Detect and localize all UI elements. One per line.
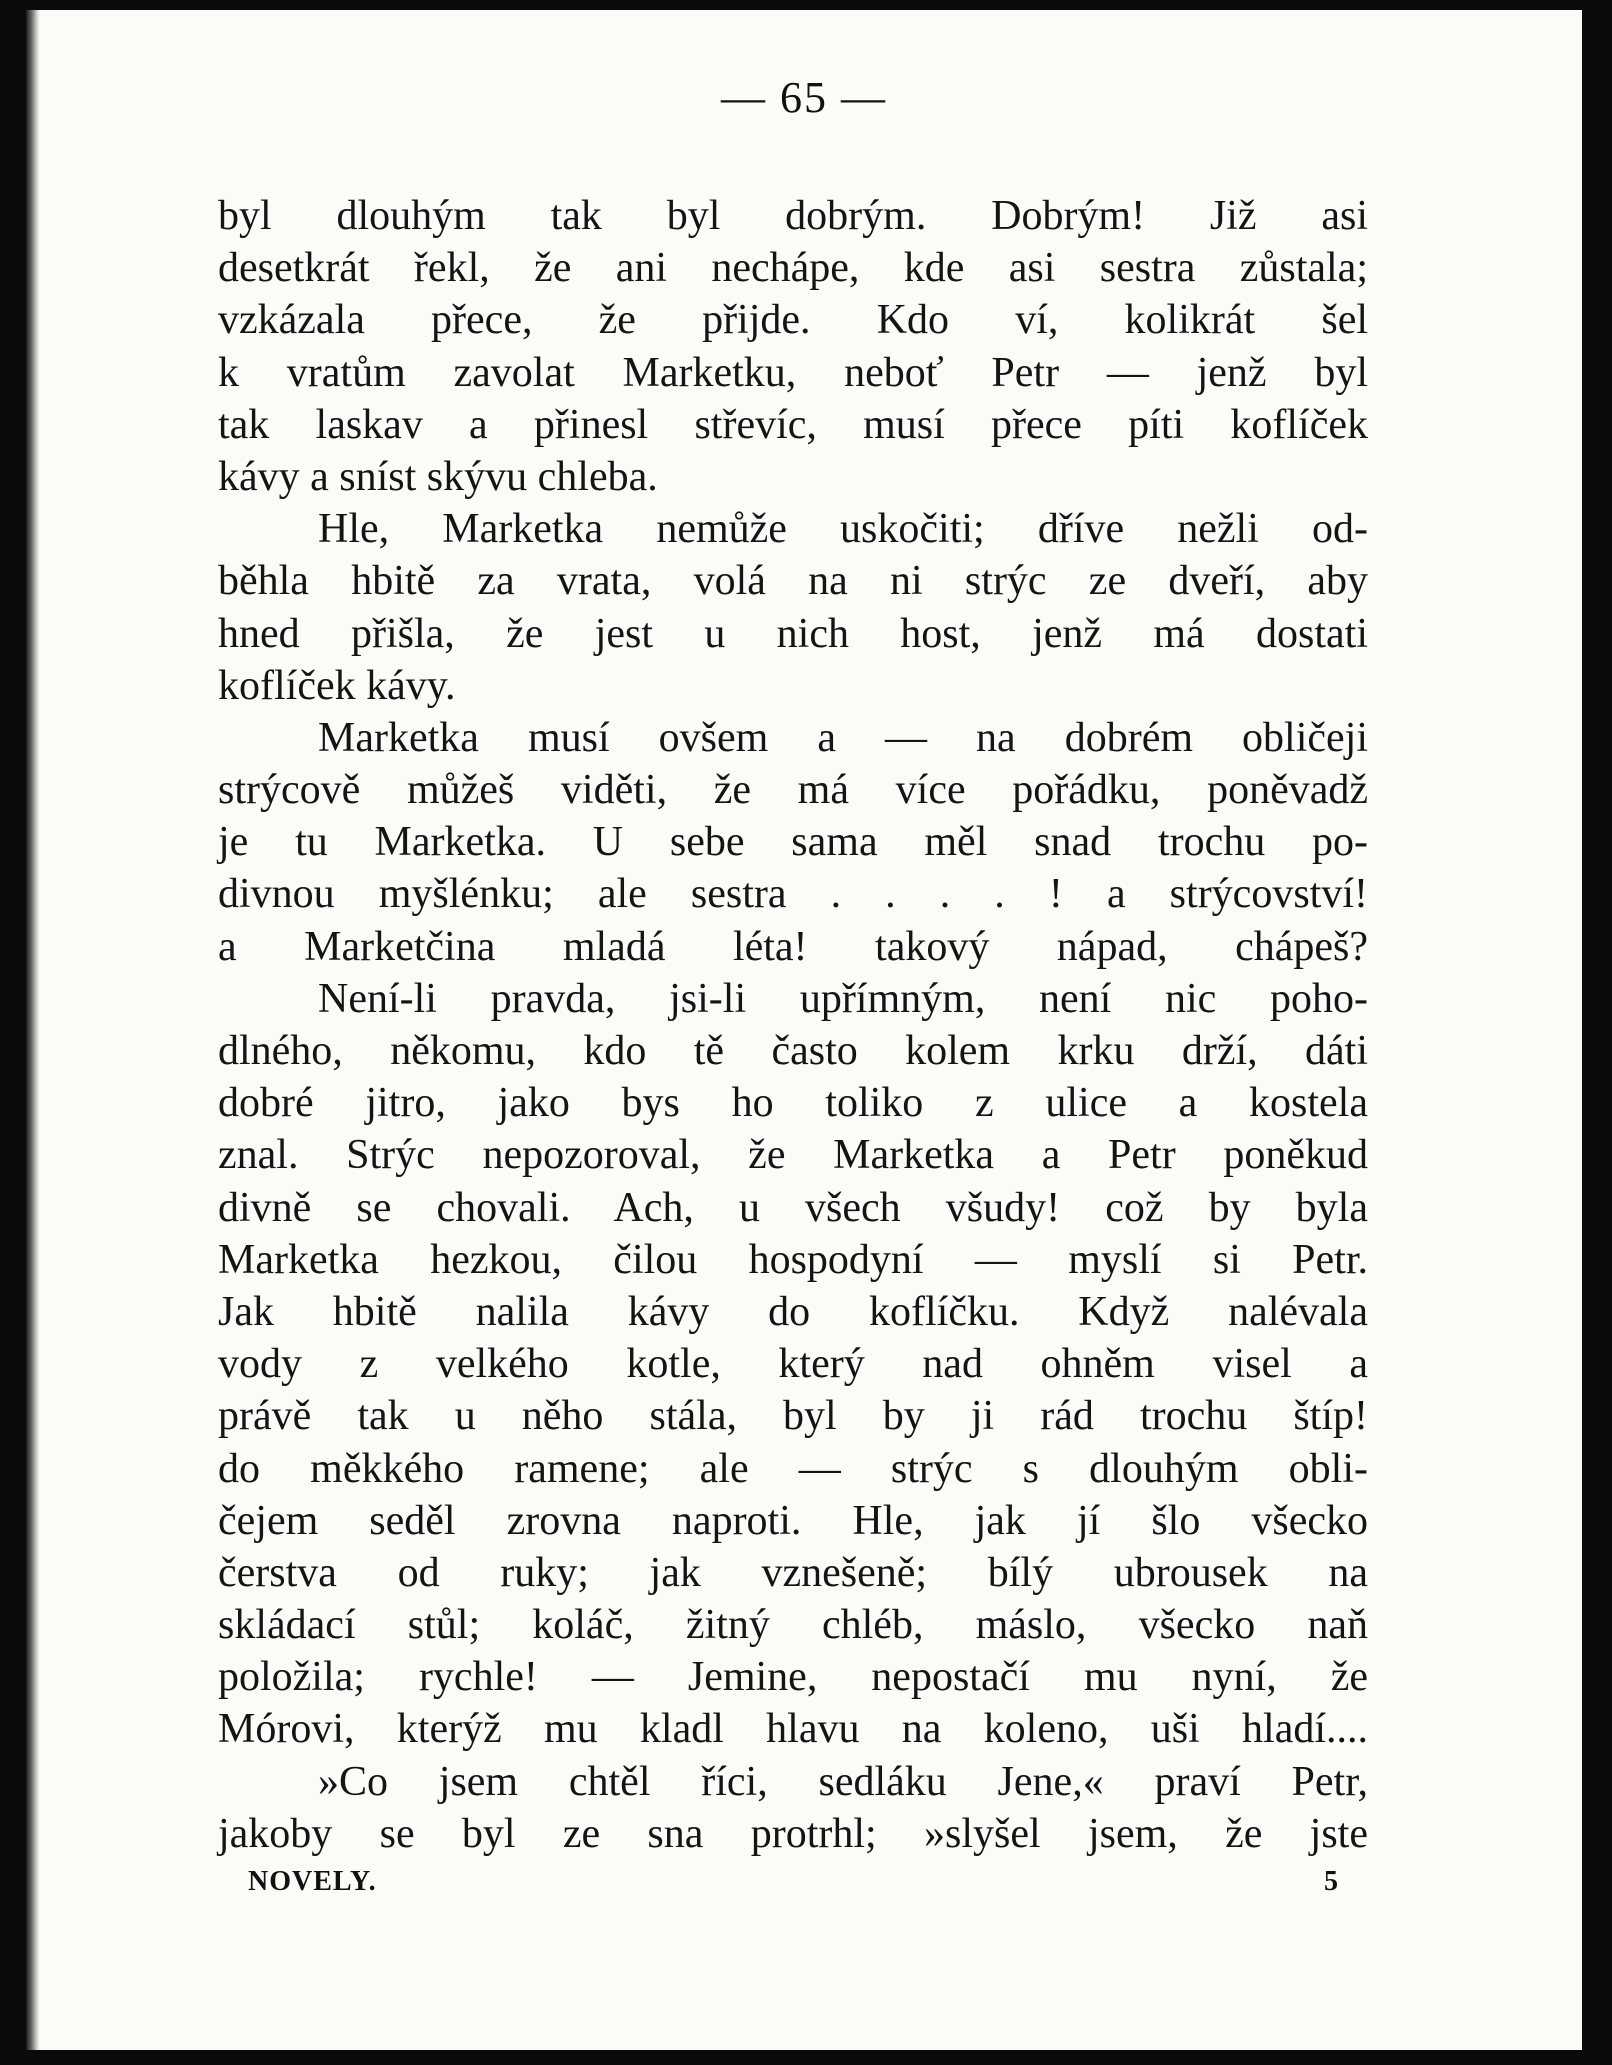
page-binding-shadow xyxy=(26,10,40,2050)
text-line: běhla hbitě za vrata, volá na ni strýc ze dveří, aby xyxy=(218,558,1368,605)
text-line: koflíček kávy. xyxy=(218,662,456,709)
text-line: je tu Marketka. U sebe sama měl snad trochu po- xyxy=(218,819,1368,866)
book-page xyxy=(26,10,1582,2050)
text-line: vzkázala přece, že přijde. Kdo ví, kolikrát šel xyxy=(218,297,1368,344)
text-line: do měkkého ramene; ale — strýc s dlouhým obli- xyxy=(218,1445,1368,1492)
text-line: skládací stůl; koláč, žitný chléb, máslo, všecko naň xyxy=(218,1602,1368,1649)
text-line: dlného, někomu, kdo tě často kolem krku drží, dáti xyxy=(218,1028,1368,1074)
text-line: kávy a sníst skývu chleba. xyxy=(218,453,658,500)
footer-signature-number: 5 xyxy=(1324,1866,1338,1897)
text-line: vody z velkého kotle, který nad ohněm visel a xyxy=(218,1341,1368,1388)
text-line: čejem seděl zrovna naproti. Hle, jak jí šlo všecko xyxy=(218,1497,1368,1544)
text-line: hned přišla, že jest u nich host, jenž má dostati xyxy=(218,610,1368,657)
text-line: strýcově můžeš viděti, že má více pořádku, poněvadž xyxy=(218,767,1368,814)
text-line: Není-li pravda, jsi-li upřímným, není nic poho- xyxy=(318,975,1368,1022)
text-line: »Co jsem chtěl říci, sedláku Jene,« praví Petr, xyxy=(318,1758,1368,1805)
text-line: právě tak u něho stála, byl by ji rád trochu štíp! xyxy=(218,1393,1368,1440)
text-line: Jak hbitě nalila kávy do koflíčku. Když nalévala xyxy=(218,1288,1368,1335)
text-line: k vratům zavolat Marketku, neboť Petr — jenž byl xyxy=(218,349,1368,396)
body-text xyxy=(218,190,1368,1860)
text-line: čerstva od ruky; jak vznešeně; bílý ubrousek na xyxy=(218,1549,1368,1596)
text-line: divně se chovali. Ach, u všech všudy! což by byla xyxy=(218,1184,1368,1231)
text-line: Marketka musí ovšem a — na dobrém obličeji xyxy=(318,714,1368,761)
text-line: dobré jitro, jako bys ho toliko z ulice a kostela xyxy=(218,1080,1368,1127)
text-line: Hle, Marketka nemůže uskočiti; dříve nežli od- xyxy=(318,506,1368,553)
text-line: znal. Strýc nepozoroval, že Marketka a Petr poněkud xyxy=(218,1132,1368,1179)
text-line: desetkrát řekl, že ani nechápe, kde asi sestra zůstala; xyxy=(218,245,1368,292)
text-line: divnou myšlénku; ale sestra . . . . ! a strýcovství! xyxy=(218,871,1368,918)
text-line: jakoby se byl ze sna protrhl; »slyšel jsem, že jste xyxy=(218,1810,1368,1857)
page-number-header: — 65 — xyxy=(721,73,887,122)
text-line: tak laskav a přinesl střevíc, musí přece píti koflíček xyxy=(218,401,1368,448)
footer-signature-title: NOVELY. xyxy=(248,1866,377,1897)
text-line: položila; rychle! — Jemine, nepostačí mu nyní, že xyxy=(218,1654,1368,1701)
text-line: byl dlouhým tak byl dobrým. Dobrým! Již asi xyxy=(218,193,1368,239)
text-line: a Marketčina mladá léta! takový nápad, chápeš? xyxy=(218,923,1368,970)
text-line: Mórovi, kterýž mu kladl hlavu na koleno, uši hladí.... xyxy=(218,1706,1368,1753)
text-line: Marketka hezkou, čilou hospodyní — myslí si Petr. xyxy=(218,1236,1368,1283)
